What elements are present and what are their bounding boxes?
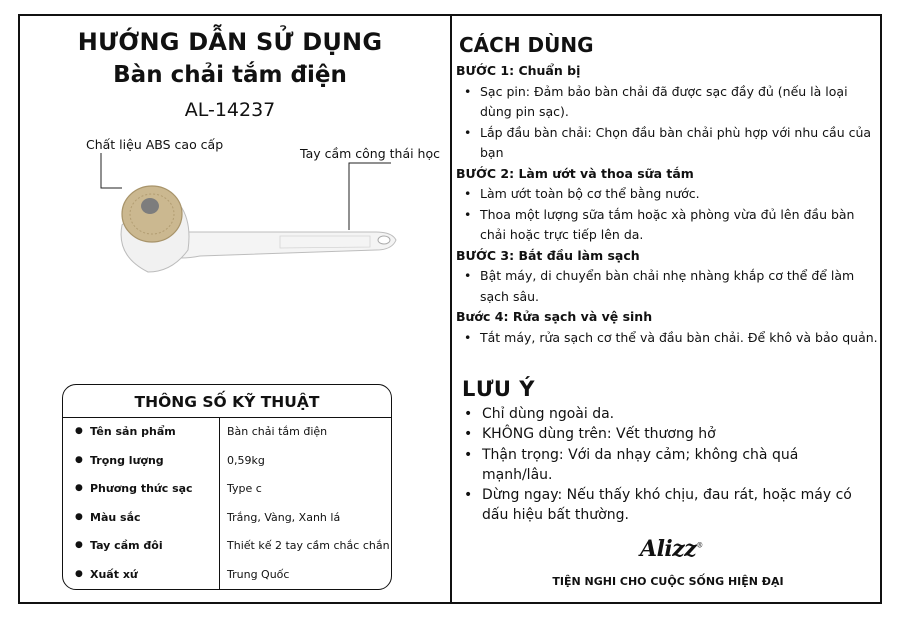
spec-key: Phương thức sạc xyxy=(90,482,193,495)
column-divider xyxy=(450,14,452,604)
spec-value: Trung Quốc xyxy=(227,567,290,581)
list-item: • Bật máy, di chuyển bàn chải nhẹ nhàng khắp cơ thể để làm sạch sâu. xyxy=(464,268,855,304)
spec-key: Xuất xứ xyxy=(90,567,138,581)
list-item: • Làm ướt toàn bộ cơ thể bằng nước. xyxy=(464,186,700,201)
spec-title: THÔNG SỐ KỸ THUẬT xyxy=(63,385,391,418)
step-title: BƯỚC 3: Bắt đầu làm sạch xyxy=(456,247,640,263)
list-item: • Chỉ dùng ngoài da. xyxy=(464,406,615,422)
brand-slogan: TIỆN NGHI CHO CUỘC SỐNG HIỆN ĐẠI xyxy=(552,575,784,588)
spec-value: Trắng, Vàng, Xanh lá xyxy=(227,510,341,524)
spec-row: ● Tay cầm đôi Thiết kế 2 tay cầm chắc chắn xyxy=(75,539,390,552)
list-item: • KHÔNG dùng trên: Vết thương hở xyxy=(464,426,716,443)
spec-value: Thiết kế 2 tay cầm chắc chắn xyxy=(227,539,390,552)
spec-row: ● Xuất xứ Trung Quốc xyxy=(75,567,290,581)
spec-row: ● Tên sản phẩm Bàn chải tắm điện xyxy=(75,425,328,438)
spec-value: Bàn chải tắm điện xyxy=(227,425,328,438)
list-item: • Sạc pin: Đảm bảo bàn chải đã được sạc đầy đủ (nếu là loại dùng pin sạc). xyxy=(464,83,848,119)
page-title: HƯỚNG DẪN SỬ DỤNG xyxy=(77,28,383,56)
spec-key: Tên sản phẩm xyxy=(90,425,176,438)
step-title: BƯỚC 2: Làm ướt và thoa sữa tắm xyxy=(456,165,694,181)
list-item: • Lắp đầu bàn chải: Chọn đầu bàn chải phù hợp với nhu cầu của bạn xyxy=(464,124,872,160)
spec-row: ● Phương thức sạc Type c xyxy=(75,482,262,495)
product-name: Bàn chải tắm điện xyxy=(113,62,347,88)
spec-key: Tay cầm đôi xyxy=(90,539,163,552)
spec-value: Type c xyxy=(227,482,262,495)
spec-row: ● Màu sắc Trắng, Vàng, Xanh lá xyxy=(75,510,341,524)
product-illustration xyxy=(0,0,450,300)
callout-handle: Tay cầm công thái học xyxy=(300,146,441,161)
spec-value: 0,59kg xyxy=(227,453,265,467)
brand-logo: Alizz® xyxy=(640,536,703,562)
list-item: • Thận trọng: Với da nhạy cảm; không chà quá mạnh/lâu. xyxy=(464,446,799,483)
spec-table xyxy=(62,384,392,590)
callout-line-handle xyxy=(349,163,391,230)
list-item: • Dừng ngay: Nếu thấy khó chịu, đau rát, hoặc máy có dấu hiệu bất thường. xyxy=(464,487,852,524)
model-number: AL-14237 xyxy=(184,99,276,121)
step-title: Bước 4: Rửa sạch và vệ sinh xyxy=(456,309,653,324)
usage-heading: CÁCH DÙNG xyxy=(459,33,594,57)
step-title: BƯỚC 1: Chuẩn bị xyxy=(456,63,581,78)
notes-heading: LƯU Ý xyxy=(462,377,535,401)
notes-list xyxy=(462,404,872,526)
usage-steps xyxy=(456,61,880,348)
callout-line-material xyxy=(101,153,122,188)
callout-material: Chất liệu ABS cao cấp xyxy=(86,137,224,152)
list-item: • Thoa một lượng sữa tắm hoặc xà phòng vừa đủ lên đầu bàn chải hoặc trực tiếp lên da. xyxy=(464,206,855,242)
spec-row: ● Trọng lượng 0,59kg xyxy=(75,453,265,467)
spec-key: Trọng lượng xyxy=(90,453,164,467)
spec-key: Màu sắc xyxy=(90,510,141,524)
list-item: • Tắt máy, rửa sạch cơ thể và đầu bàn chải. Để khô và bảo quản. xyxy=(464,329,878,345)
